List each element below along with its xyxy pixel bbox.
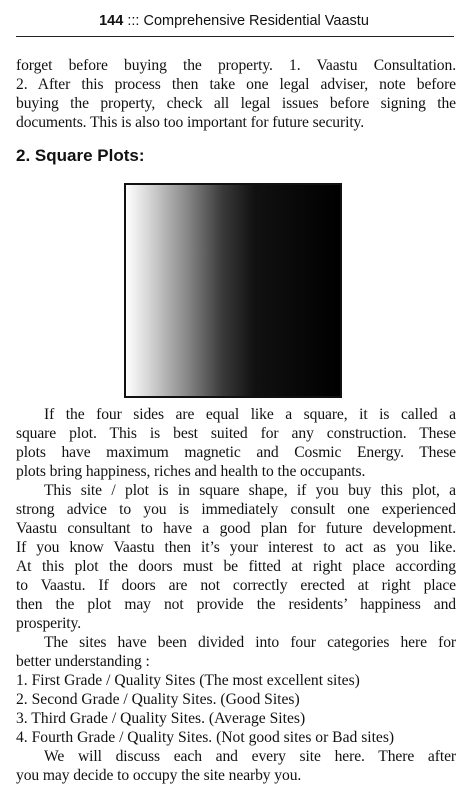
text-line: plots have maximum magnetic and Cosmic Energy. These <box>16 444 456 461</box>
paragraph-advice <box>16 481 456 633</box>
text-line: This site / plot is in square shape, if you buy this plot, a <box>44 482 456 499</box>
text-line: forget before buying the property. 1. Vaastu Consultation. <box>16 57 456 74</box>
text-line: then the plot may not provide the residents’ happiness and <box>16 596 456 613</box>
text-line: plots bring happiness, riches and health to the occupants. <box>16 463 366 480</box>
paragraph-definition <box>16 405 456 481</box>
text-line: to Vaastu. If doors are not correctly erected at right place <box>16 577 456 594</box>
text-line: If the four sides are equal like a square, it is called a <box>44 406 456 423</box>
text-line: The sites have been divided into four categories here for <box>44 634 456 651</box>
text-line: buying the property, check all legal issues before signing the <box>16 95 456 112</box>
book-title: Comprehensive Residential Vaastu <box>143 13 369 29</box>
text-line: Vaastu consultant to have a good plan for future development. <box>16 520 456 537</box>
list-item: 3. Third Grade / Quality Sites. (Average Sites) <box>16 710 306 727</box>
list-item: 4. Fourth Grade / Quality Sites. (Not good sites or Bad sites) <box>16 729 395 746</box>
text-line: At this plot the doors must be fitted at right place according <box>16 558 456 575</box>
page-number: 144 <box>99 13 124 29</box>
header-separator: ::: <box>127 13 140 29</box>
text-line: better understanding : <box>16 653 150 670</box>
header-rule <box>16 36 454 37</box>
paragraph-closing <box>16 747 456 785</box>
paragraph-categories-intro <box>16 633 456 671</box>
intro-paragraph <box>16 56 456 132</box>
text-line: If you know Vaastu then it’s your interest to act as you like. <box>16 539 456 556</box>
list-item: 1. First Grade / Quality Sites (The most excellent sites) <box>16 672 360 689</box>
page-header <box>0 12 468 30</box>
list-item: 2. Second Grade / Quality Sites. (Good Sites) <box>16 691 300 708</box>
text-line: We will discuss each and every site here. There after <box>44 748 456 765</box>
section-heading: 2. Square Plots: <box>16 146 145 165</box>
categories-list <box>16 671 456 747</box>
text-line: strong advice to you is immediately consult one experienced <box>16 501 456 518</box>
text-line: square plot. This is best suited for any construction. These <box>16 425 456 442</box>
text-line: you may decide to occupy the site nearby you. <box>16 767 302 784</box>
text-line: prosperity. <box>16 615 82 632</box>
square-plot-illustration <box>124 183 342 398</box>
text-line: 2. After this process then take one legal adviser, note before <box>16 76 456 93</box>
text-line: documents. This is also too important for future security. <box>16 114 365 131</box>
